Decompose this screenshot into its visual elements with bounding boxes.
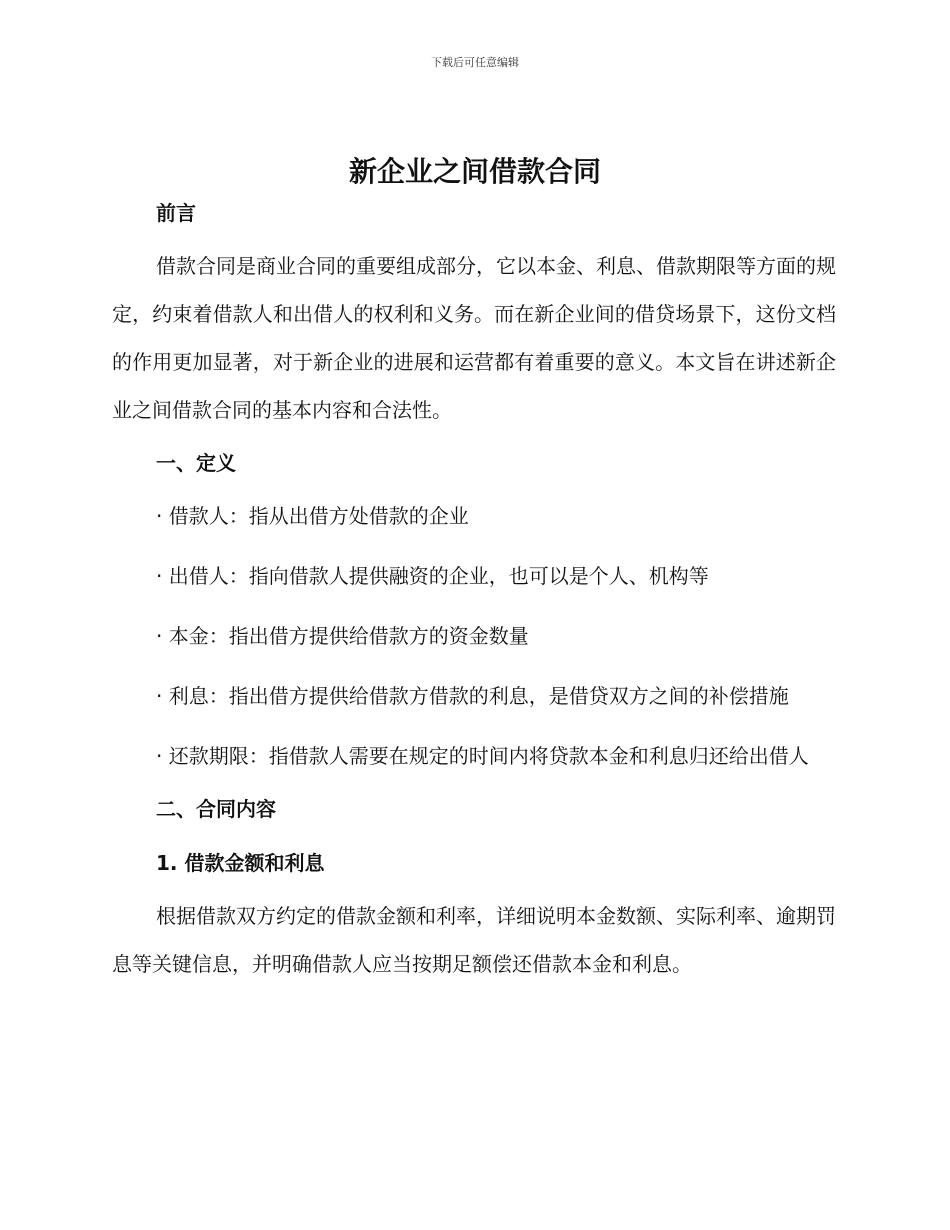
section-definitions-heading: 一、定义 bbox=[156, 451, 236, 475]
definition-item: · 利息：指出借方提供给借款方借款的利息，是借贷双方之间的补偿措施 bbox=[156, 684, 789, 708]
page-header-note: 下载后可任意编辑 bbox=[431, 56, 519, 69]
section-contract-content-heading: 二、合同内容 bbox=[156, 797, 276, 821]
definition-item: · 本金：指出借方提供给借款方的资金数量 bbox=[156, 624, 529, 648]
preface-paragraph: 借款合同是商业合同的重要组成部分，它以本金、利息、借款期限等方面的规定，约束着借款人和出借人的权利和义务。而在新企业间的借贷场景下，这份文档的作用更加显著，对于新企业的进展和运营都有着重要的意义。本文旨在讲述新企业之间借款合同的基本内容和合法性。 bbox=[112, 254, 836, 422]
document-body bbox=[112, 196, 836, 988]
definition-item: · 还款期限：指借款人需要在规定的时间内将贷款本金和利息归还给出借人 bbox=[156, 744, 809, 768]
preface-heading: 前言 bbox=[156, 201, 196, 225]
definition-item: · 借款人：指从出借方处借款的企业 bbox=[156, 504, 469, 528]
document-title: 新企业之间借款合同 bbox=[348, 155, 601, 188]
subsection-loan-amount-heading: 1. 借款金额和利息 bbox=[156, 851, 325, 875]
definition-item: · 出借人：指向借款人提供融资的企业，也可以是个人、机构等 bbox=[156, 564, 709, 588]
loan-amount-paragraph: 根据借款双方约定的借款金额和利率，详细说明本金数额、实际利率、逾期罚息等关键信息，并明确借款人应当按期足额偿还借款本金和利息。 bbox=[112, 904, 836, 976]
